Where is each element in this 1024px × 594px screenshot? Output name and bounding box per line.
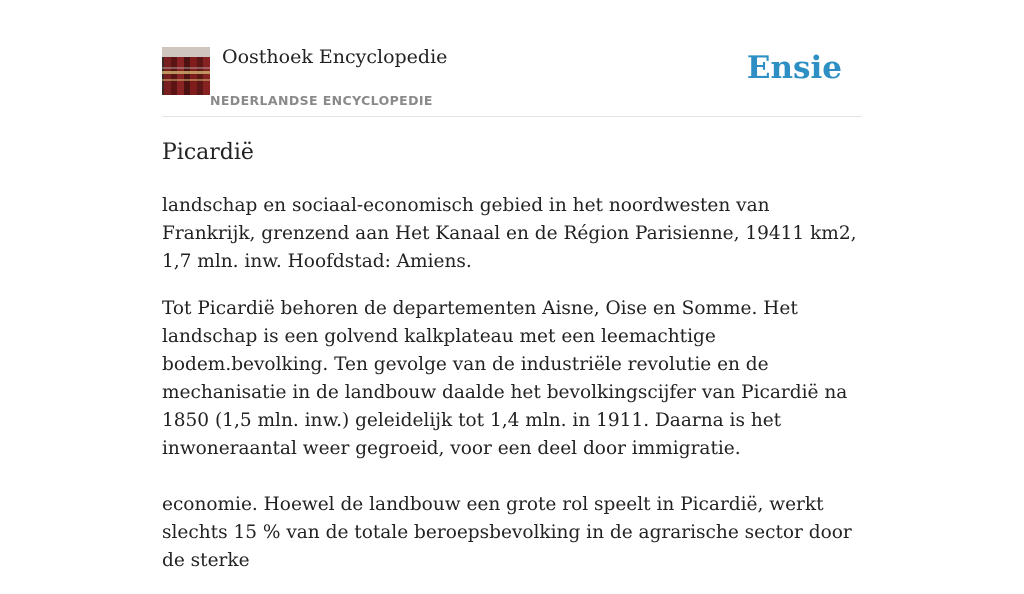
paragraph: economie. Hoewel de landbouw een grote rol speelt in Picardië, werkt slechts 15 % van de totale beroepsbevolking in de agrarische sector door de sterke [162,494,852,571]
site-tagline: NEDERLANDSE ENCYCLOPEDIE [210,93,433,108]
page-title: Picardië [162,140,254,165]
site-name[interactable]: Oosthoek Encyclopedie [222,46,448,68]
brand-logo[interactable]: Ensie [746,50,842,86]
paragraph: landschap en sociaal-economisch gebied in het noordwesten van Frankrijk, grenzend aan Het Kanaal en de Région Parisienne, 19411 km2, 1,7 mln. inw. Hoofdstad: Amiens. [162,195,857,272]
avatar[interactable] [162,47,210,95]
books-icon [162,47,210,95]
article-body [162,192,862,594]
article-card [162,0,862,571]
site-header [162,0,862,117]
paragraph: Tot Picardië behoren de departementen Aisne, Oise en Somme. Het landschap is een golvend kalkplateau met een leemachtige bodem.bevolking. Ten gevolge van de industriële revolutie en de mechanisatie in de landbouw daalde het bevolkingscijfer van Picardië na 1850 (1,5 mln. inw.) geleidelijk tot 1,4 mln. in 1911. Daarna is het inwoneraantal weer gegroeid, voor een deel door immigratie. [162,298,848,459]
